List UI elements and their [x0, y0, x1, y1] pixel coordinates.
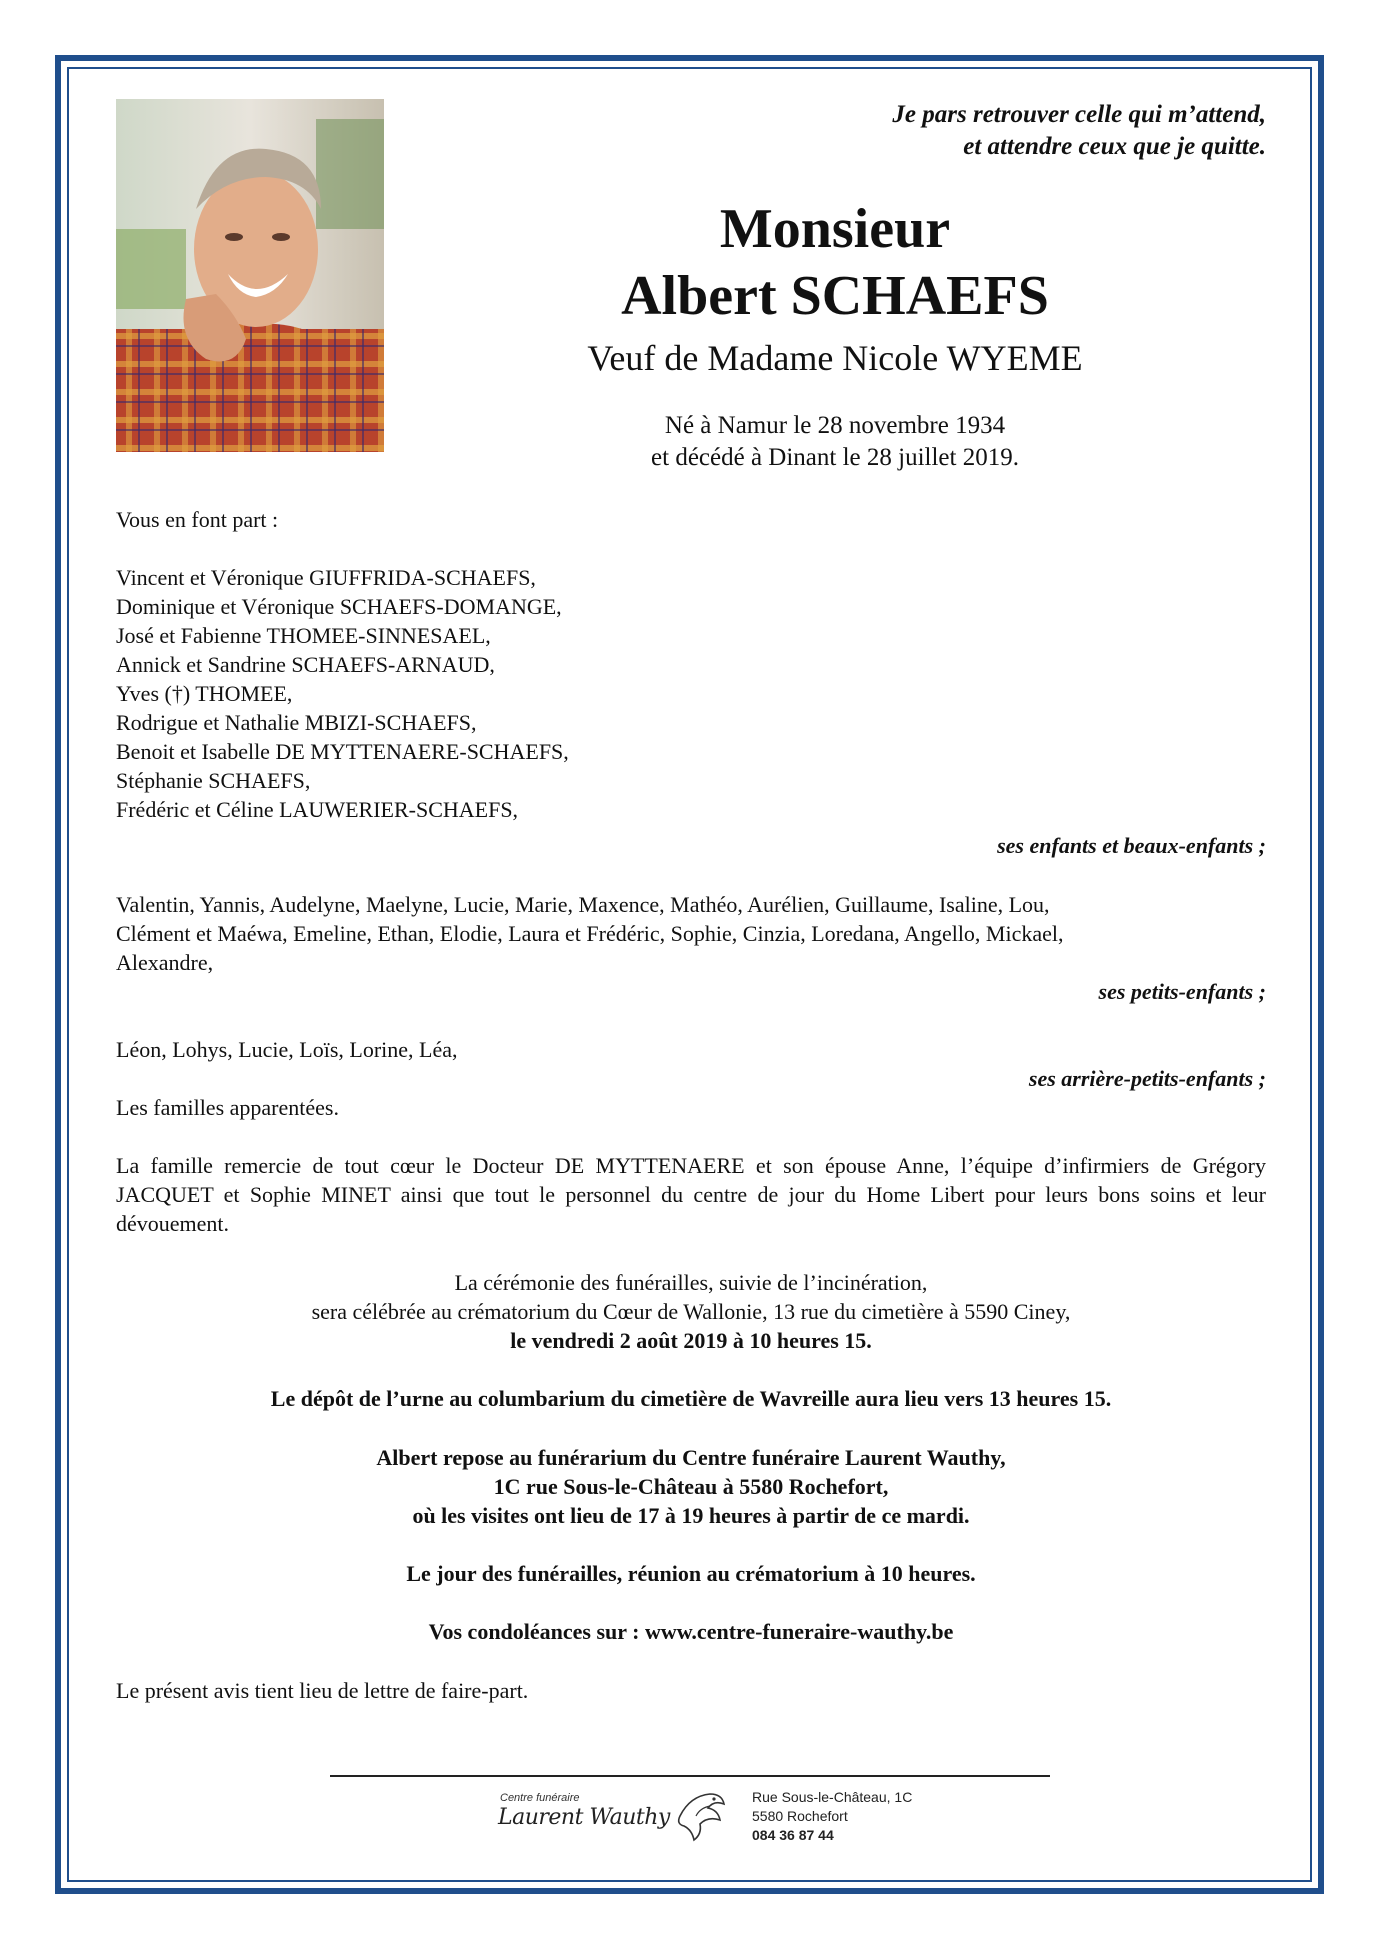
funeral-home-footer	[470, 1780, 940, 1846]
death-line: et décédé à Dinant le 28 juillet 2019.	[651, 444, 1019, 471]
closing-note: Le présent avis tient lieu de lettre de faire-part.	[116, 1678, 529, 1703]
urn-deposit: Le dépôt de l’urne au columbarium du cimetière de Wavreille aura lieu vers 13 heures 15.	[270, 1386, 1112, 1411]
grandchildren-list	[116, 890, 1268, 977]
list-item: Rodrigue et Nathalie MBIZI-SCHAEFS,	[116, 710, 477, 735]
list-item: Clément et Maéwa, Emeline, Ethan, Elodie, Laura et Frédéric, Sophie, Cinzia, Loredana, Angello, Mickael,	[116, 921, 1064, 946]
list-item: Yves (†) THOMEE,	[116, 681, 293, 706]
ceremony-block	[116, 1268, 1266, 1355]
list-item: Alexandre,	[116, 950, 214, 975]
repose-block	[116, 1443, 1266, 1530]
logo-subtitle: Centre funéraire	[500, 1792, 580, 1804]
list-item: José et Fabienne THOMEE-SINNESAEL,	[116, 623, 491, 648]
list-item: Stéphanie SCHAEFS,	[116, 768, 311, 793]
thanks-paragraph: La famille remercie de tout cœur le Docteur DE MYTTENAERE et son épouse Anne, l’équipe d’infirmiers de Grégory JACQUET et Sophie MINET ainsi que tout le personnel du centre de jour du Home Libert pour leurs bons soins et leur dévouement.	[116, 1153, 1266, 1236]
logo-name: Laurent Wauthy	[498, 1805, 670, 1830]
list-item: Annick et Sandrine SCHAEFS-ARNAUD,	[116, 652, 495, 677]
quote-line-1: Je pars retrouver celle qui m’attend,	[892, 101, 1266, 128]
list-item: Dominique et Véronique SCHAEFS-DOMANGE,	[116, 594, 562, 619]
birth-line: Né à Namur le 28 novembre 1934	[664, 412, 1006, 439]
ceremony-line-1: La cérémonie des funérailles, suivie de l’incinération,	[454, 1270, 928, 1295]
address-line-2: 5580 Rochefort	[752, 1808, 848, 1824]
dove-logo-icon	[670, 1786, 730, 1844]
intro-text: Vous en font part :	[116, 507, 279, 532]
phone-number: 084 36 87 44	[752, 1827, 834, 1843]
deceased-name: Albert SCHAEFS	[621, 265, 1049, 327]
honorific: Monsieur	[719, 198, 951, 260]
repose-line-1: Albert repose au funérarium du Centre funéraire Laurent Wauthy,	[376, 1445, 1006, 1470]
great-grandchildren-label: ses arrière-petits-enfants ;	[1028, 1066, 1266, 1091]
repose-line-3: où les visites ont lieu de 17 à 19 heures à partir de ce mardi.	[412, 1503, 970, 1528]
widow-of: Veuf de Madame Nicole WYEME	[587, 338, 1083, 378]
condolences-info: Vos condoléances sur : www.centre-funeraire-wauthy.be	[428, 1619, 954, 1644]
list-item: Benoit et Isabelle DE MYTTENAERE-SCHAEFS,	[116, 739, 569, 764]
great-grandchildren-list: Léon, Lohys, Lucie, Loïs, Lorine, Léa,	[116, 1037, 458, 1062]
ceremony-date: le vendredi 2 août 2019 à 10 heures 15.	[510, 1328, 872, 1353]
children-list	[116, 563, 1268, 824]
epigraph-quote	[892, 99, 1266, 163]
ceremony-line-2: sera célébrée au crématorium du Cœur de Wallonie, 13 rue du cimetière à 5590 Ciney,	[311, 1299, 1071, 1324]
meeting-info: Le jour des funérailles, réunion au crématorium à 10 heures.	[406, 1561, 976, 1586]
funeral-home-address	[752, 1788, 912, 1845]
children-label: ses enfants et beaux-enfants ;	[997, 833, 1266, 858]
address-line-1: Rue Sous-le-Château, 1C	[752, 1789, 913, 1805]
list-item: Frédéric et Céline LAUWERIER-SCHAEFS,	[116, 797, 519, 822]
related-families: Les familles apparentées.	[116, 1095, 339, 1120]
footer-divider	[330, 1775, 1050, 1777]
quote-line-2: et attendre ceux que je quitte.	[963, 133, 1266, 160]
grandchildren-label: ses petits-enfants ;	[1098, 979, 1266, 1004]
repose-line-2: 1C rue Sous-le-Château à 5580 Rochefort,	[493, 1474, 889, 1499]
list-item: Valentin, Yannis, Audelyne, Maelyne, Lucie, Marie, Maxence, Mathéo, Aurélien, Guillaume, Isaline, Lou,	[116, 892, 1050, 917]
list-item: Vincent et Véronique GIUFFRIDA-SCHAEFS,	[116, 565, 536, 590]
portrait-photo	[116, 99, 384, 452]
